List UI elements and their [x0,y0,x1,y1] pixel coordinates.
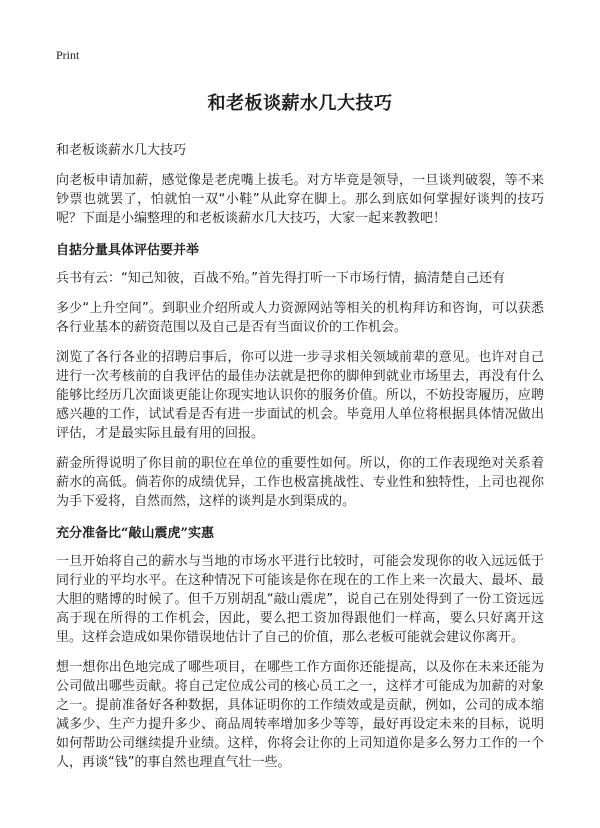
paragraph: 薪金所得说明了你目前的职位在单位的重要性如何。所以，你的工作表现绝对关系着薪水的高低。倘若你的成绩优异，工作也极富挑战性、专业性和独特性，上司也视你为手下爱将，自然而然，这样的谈判是水到渠成的。 [56,456,544,509]
paragraph: 一旦开始将自己的薪水与当地的市场水平进行比较时，可能会发现你的收入远远低于同行业的平均水平。在这种情况下可能该是你在现在的工作上来一次最大、最坏、最大胆的赌博的时候了。但千万别胡乱“敲山震虎”，说自己在别处得到了一份工资远远高于现在所得的工作机会，因此，要么把工资加得跟他们一样高，要么只好离开这里。这样会造成如果你错误地估计了自己的价值，那么老板可能就会建议你离开。 [56,554,544,645]
print-link[interactable]: Print [56,48,80,62]
article-subtitle: 和老板谈薪水几大技巧 [56,143,187,158]
paragraph: 多少“上升空间”。到职业介绍所或人力资源网站等相关的机构拜访和咨询，可以获悉各行业基本的薪资范围以及自己是否有当面议价的工作机会。 [56,301,544,335]
article-title: 和老板谈薪水几大技巧 [207,93,393,114]
intro-paragraph: 向老板申请加薪，感觉像是老虎嘴上拔毛。对方毕竟是领导，一旦谈判破裂，等不来钞票也就罢了，怕就怕一双“小鞋”从此穿在脚上。那么到底如何掌握好谈判的技巧呢？下面是小编整理的和老板谈薪水几大技巧，大家一起来教教吧！ [56,173,544,226]
section-heading-1: 自掂分量具体评估要并举 [56,243,200,258]
section-heading-2: 充分准备比“敲山震虎”实惠 [56,526,214,541]
paragraph: 兵书有云：“知己知彼，百战不殆。”首先得打听一下市场行情，搞清楚自己还有 [56,271,505,286]
paragraph: 浏览了各行各业的招聘启事后，你可以进一步寻求相关领域前辈的意见。也许对自己进行一次考核前的自我评估的最佳办法就是把你的脚伸到就业市场里去，再没有什么能够比经历几次面谈更能让你现实地认识你的服务价值。所以，不妨投寄履历，应聘感兴趣的工作，试试看是否有进一步面试的机会。毕竟用人单位将根据具体情况做出评估，才是最实际且最有用的回报。 [56,350,544,441]
paragraph: 想一想你出色地完成了哪些项目，在哪些工作方面你还能提高，以及你在未来还能为公司做出哪些贡献。将自己定位成公司的核心员工之一，这样才可能成为加薪的对象之一。提前准备好各种数据，具体证明你的工作绩效或是贡献，例如，公司的成本缩减多少、生产力提升多少、商品周转率增加多少等等，最好再设定未来的目标，说明如何帮助公司继续提升业绩。这样，你将会让你的上司知道你是多么努力工作的一个人，再谈“钱”的事自然也理直气壮一些。 [56,660,544,770]
